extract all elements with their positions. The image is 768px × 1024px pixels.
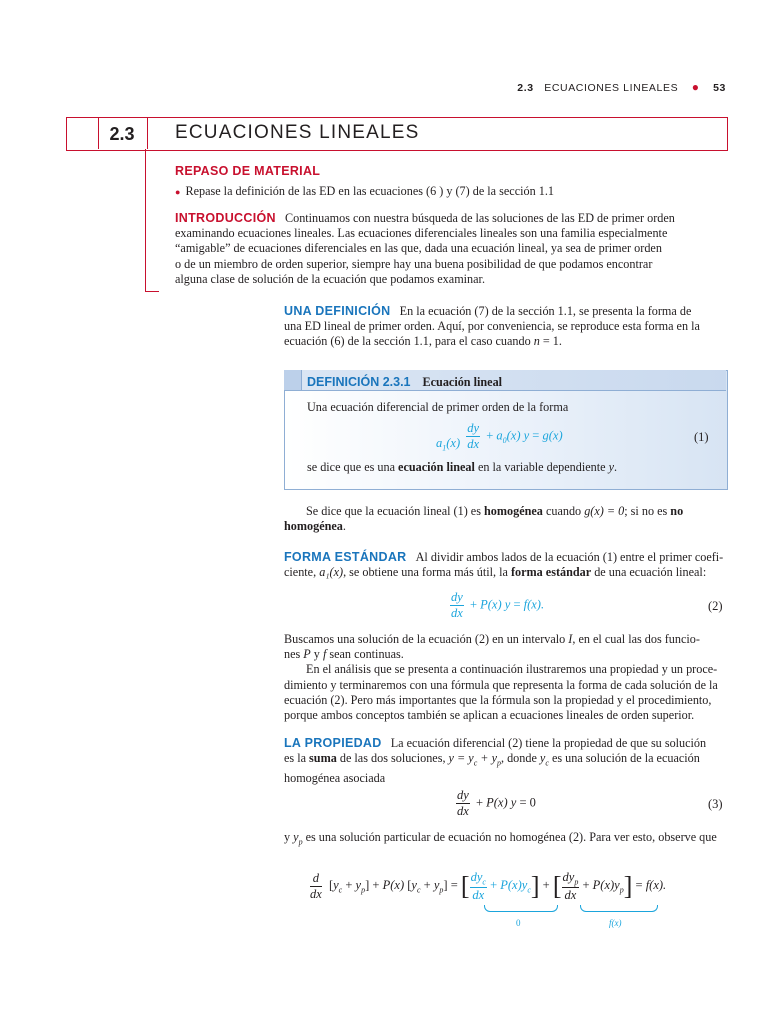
- var-f: f: [322, 647, 327, 662]
- homog-bold-2: no: [670, 504, 684, 518]
- homogeneous-paragraph: [284, 504, 726, 534]
- definition-text-2: [307, 460, 617, 475]
- property-line-2-d: es una solución de la ecuación: [548, 751, 700, 766]
- property-line-1: La ecuación diferencial (2) tiene la propiedad de que su solución: [390, 736, 707, 750]
- intro-label: INTRODUCCIÓN: [175, 211, 276, 225]
- property-line-3: homogénea asociada: [284, 770, 386, 785]
- equation-1-number: (1): [694, 430, 709, 444]
- homog-b: cuando: [542, 504, 585, 518]
- var-y: y: [608, 460, 614, 474]
- homog-bold-3: homogénea: [284, 519, 343, 534]
- standard-form-paragraph: [284, 550, 726, 580]
- expr-yc: $y_c$: [539, 751, 549, 768]
- running-head-section: 2.3: [517, 82, 534, 94]
- definition-line-3: ecuación (6) de la sección 1.1, para el caso cuando: [284, 334, 534, 349]
- definition-line-1: En la ecuación (7) de la sección 1.1, se presenta la forma de: [399, 304, 692, 318]
- definition-box-marker: [284, 370, 302, 390]
- continuity-line-2-a: nes: [284, 647, 304, 662]
- intro-line-2: examinando ecuaciones lineales. Las ecuaciones diferenciales lineales son una familia especialmente: [175, 226, 668, 241]
- particular-a: y: [284, 830, 294, 844]
- property-label: LA PROPIEDAD: [284, 736, 382, 750]
- standard-form-line-1: Al dividir ambos lados de la ecuación (1) entre el primer coefi-: [415, 550, 724, 564]
- definition-text-2-b: en la variable dependiente: [474, 460, 609, 474]
- definition-title: [307, 373, 502, 391]
- continuity-paragraph: [284, 632, 726, 723]
- standard-form-line-2-b: , se obtiene una forma más útil, la: [343, 565, 511, 580]
- analysis-line-1: En el análisis que se presenta a continuación ilustraremos una propiedad y un proce-: [306, 662, 718, 677]
- analysis-line-2: dimiento y terminaremos con una fórmula que representa la forma de cada solución de la: [284, 677, 718, 692]
- definition-text-2-a: se dice que es una: [307, 460, 399, 474]
- bullet-dot-icon: ●: [691, 80, 700, 94]
- page-number: 53: [713, 82, 726, 94]
- property-line-2-a: es la: [284, 751, 310, 766]
- definition-paragraph: [284, 304, 726, 350]
- var-a1x: a₁(x): [319, 565, 344, 580]
- analysis-line-3: ecuación (2). Pero más importantes que la fórmula son la propiedad y el procedimiento,: [284, 692, 712, 707]
- definition-line-3-end: = 1.: [539, 334, 562, 349]
- homog-bold-1: homogénea: [484, 504, 543, 518]
- derivation-equation: $\frac{d}{dx}$ $[y_c + y_p] + P(x) [y_c + y_p]$ = [ $dy_c$ dx + $P(x)y_c$] + [ $dy_p$ dx + $P(x)y_p] = f(x)$.: [310, 870, 667, 902]
- intro-line-3: “amigable” de ecuaciones diferenciales en las que, dada una ecuación lineal, ya sea de primer orden: [175, 241, 662, 256]
- continuity-line-2-b: y: [310, 647, 323, 662]
- standard-form-line-2-c: de una ecuación lineal:: [591, 565, 707, 580]
- standard-form-line-2-a: ciente,: [284, 565, 320, 580]
- standard-form-bold: forma estándar: [510, 565, 592, 580]
- homog-d: .: [342, 519, 346, 534]
- equation-3: $\frac{dy}{dx}$ + P(x) y = 0: [457, 788, 536, 818]
- definition-text-2-bold: ecuación lineal: [398, 460, 475, 474]
- property-paragraph: [284, 736, 726, 786]
- section-rule-horizontal: [145, 291, 159, 292]
- underbrace-particular: [580, 905, 658, 912]
- intro-line-4: o de un miembro de orden superior, siempre hay una buena posibilidad de que podamos encontrar: [175, 256, 653, 271]
- homog-c: ; si no es: [624, 504, 671, 518]
- continuity-line-2-c: sean continuas.: [326, 647, 404, 662]
- definition-name: Ecuación lineal: [422, 375, 503, 389]
- review-item: [175, 184, 554, 199]
- underbrace-label-fx: f(x): [609, 918, 622, 928]
- equation-2: $\frac{dy}{dx}$ + P(x) y = f(x).: [451, 590, 545, 620]
- particular-solution-line: [284, 830, 717, 850]
- var-I: I: [568, 632, 573, 646]
- equation-2-number: (2): [708, 599, 723, 613]
- analysis-line-4: porque ambos conceptos también se aplican a ecuaciones lineales de orden superior.: [284, 708, 695, 723]
- expr-yp: $y_p$: [293, 830, 303, 847]
- intro-paragraph: [175, 211, 696, 287]
- continuity-line-1-a: Buscamos una solución de la ecuación (2) en un intervalo: [284, 632, 569, 646]
- var-P: P: [303, 647, 311, 662]
- underbrace-homogeneous: [484, 905, 558, 912]
- running-head-title: ECUACIONES LINEALES: [544, 82, 679, 94]
- var-n: n: [533, 334, 540, 349]
- section-rule-vertical: [145, 149, 146, 292]
- homog-condition: g(x) = 0: [584, 504, 625, 518]
- definition-text-2-c: .: [614, 460, 618, 474]
- definition-text-1: Una ecuación diferencial de primer orden de la forma: [307, 400, 569, 414]
- intro-line-5: alguna clase de solución de la ecuación que podamos examinar.: [175, 271, 485, 286]
- underbrace-label-0: 0: [516, 918, 521, 928]
- continuity-line-1-b: , en el cual las dos funcio-: [572, 632, 700, 646]
- definition-label: UNA DEFINICIÓN: [284, 304, 391, 318]
- property-line-2-b: de las dos soluciones,: [336, 751, 449, 766]
- standard-form-label: FORMA ESTÁNDAR: [284, 550, 407, 564]
- property-line-2-c: , donde: [500, 751, 540, 766]
- section-title: ECUACIONES LINEALES: [175, 122, 420, 143]
- equation-3-number: (3): [708, 797, 723, 811]
- review-label: REPASO DE MATERIAL: [175, 164, 321, 178]
- property-bold-suma: suma: [309, 751, 337, 766]
- expr-y-sum: $y = y_c + y_p$: [448, 751, 501, 768]
- homog-a: Se dice que la ecuación lineal (1) es: [306, 504, 484, 518]
- running-head: [517, 80, 726, 94]
- definition-line-2: una ED lineal de primer orden. Aquí, por conveniencia, se reproduce esta forma en la: [284, 319, 700, 334]
- bullet-icon: ●: [175, 187, 181, 197]
- intro-line-1: Continuamos con nuestra búsqueda de las soluciones de las ED de primer orden: [284, 211, 675, 225]
- equation-1: $a_1(x)$ $\frac{dy}{dx}$ + $a_0(x) y = g(x)$: [436, 421, 563, 453]
- definition-number: DEFINICIÓN 2.3.1: [307, 375, 411, 389]
- section-number: 2.3: [109, 124, 135, 144]
- particular-b: es una solución particular de ecuación no homogénea (2). Para ver esto, observe que: [302, 830, 717, 844]
- review-text: Repase la definición de las ED en las ecuaciones (6 ) y (7) de la sección 1.1: [185, 184, 554, 198]
